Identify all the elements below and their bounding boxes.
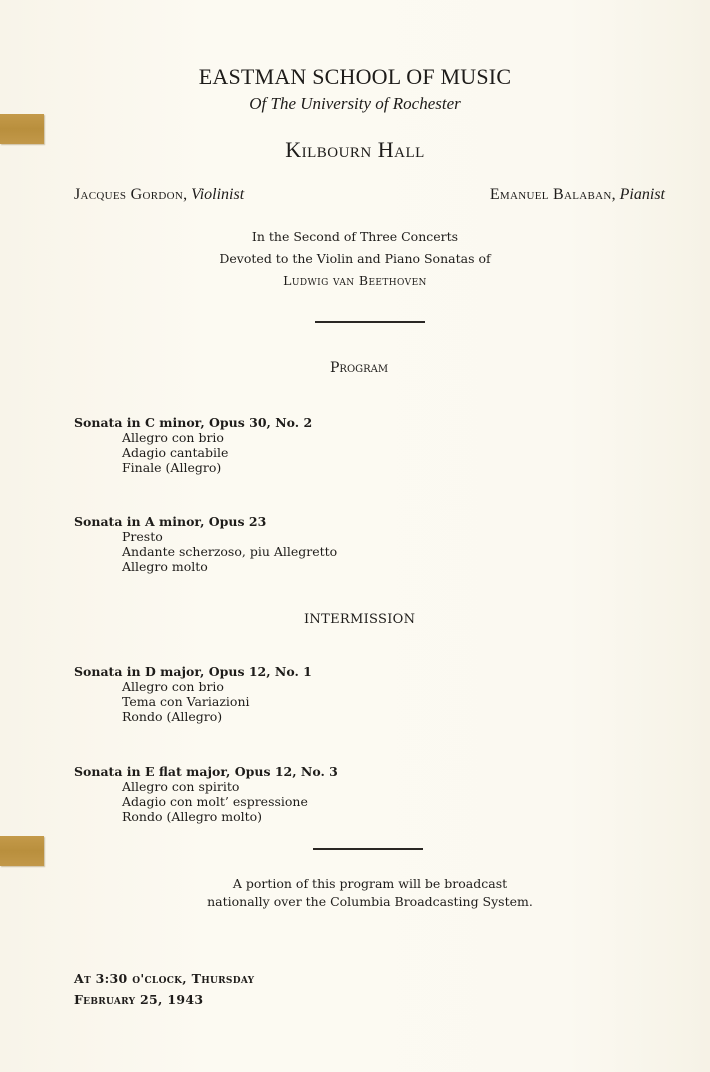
university-name: Of The University of Rochester <box>249 94 461 113</box>
movement: Allegro con spirito <box>122 779 240 794</box>
performer-role: Pianist <box>619 186 665 203</box>
movement: Adagio con molt’ espressione <box>122 794 308 809</box>
divider-rule-bottom <box>313 848 423 850</box>
adhesive-tape-bottom <box>0 836 44 866</box>
concert-date: February 25, 1943 <box>74 992 204 1007</box>
performer-pianist: Emanuel Balaban, Pianist <box>489 186 665 203</box>
hall-name: Kilbourn Hall <box>285 137 425 162</box>
sonata-block <box>74 415 312 475</box>
intermission-label: INTERMISSION <box>304 612 416 627</box>
movement: Allegro con brio <box>122 430 224 445</box>
school-name: EASTMAN SCHOOL OF MUSIC <box>198 64 512 89</box>
movement: Tema con Variazioni <box>122 694 250 709</box>
movement: Adagio cantabile <box>122 445 229 460</box>
divider-rule-top <box>315 321 425 323</box>
composer-name: Ludwig van Beethoven <box>283 273 427 288</box>
performer-violinist: Jacques Gordon, Violinist <box>74 186 245 203</box>
sonata-title: Sonata in C minor, Opus 30, No. 2 <box>74 415 313 430</box>
movement: Rondo (Allegro molto) <box>122 809 263 824</box>
intro-line-1: In the Second of Three Concerts <box>251 229 459 244</box>
concert-time: At 3:30 o'clock, Thursday <box>74 971 255 986</box>
performer-role: Violinist <box>191 186 245 203</box>
performer-name: Jacques Gordon <box>74 186 184 203</box>
sonata-block <box>74 664 312 724</box>
broadcast-note-line-1: A portion of this program will be broadcast <box>232 876 508 891</box>
sonata-block <box>74 764 338 824</box>
movement: Andante scherzoso, piu Allegretto <box>122 544 338 559</box>
intro-line-2: Devoted to the Violin and Piano Sonatas of <box>219 251 491 266</box>
sonata-block <box>74 514 337 574</box>
sonata-title: Sonata in E flat major, Opus 12, No. 3 <box>74 764 338 779</box>
movement: Presto <box>122 529 163 544</box>
movement: Allegro con brio <box>122 679 224 694</box>
movement: Rondo (Allegro) <box>122 709 223 724</box>
sonata-title: Sonata in A minor, Opus 23 <box>74 514 267 529</box>
performer-name: Emanuel Balaban <box>489 186 612 203</box>
movement: Finale (Allegro) <box>122 460 222 475</box>
sonata-title: Sonata in D major, Opus 12, No. 1 <box>74 664 312 679</box>
movement: Allegro molto <box>122 559 208 574</box>
broadcast-note-line-2: nationally over the Columbia Broadcasting System. <box>207 894 533 909</box>
program-heading: Program <box>330 360 389 376</box>
